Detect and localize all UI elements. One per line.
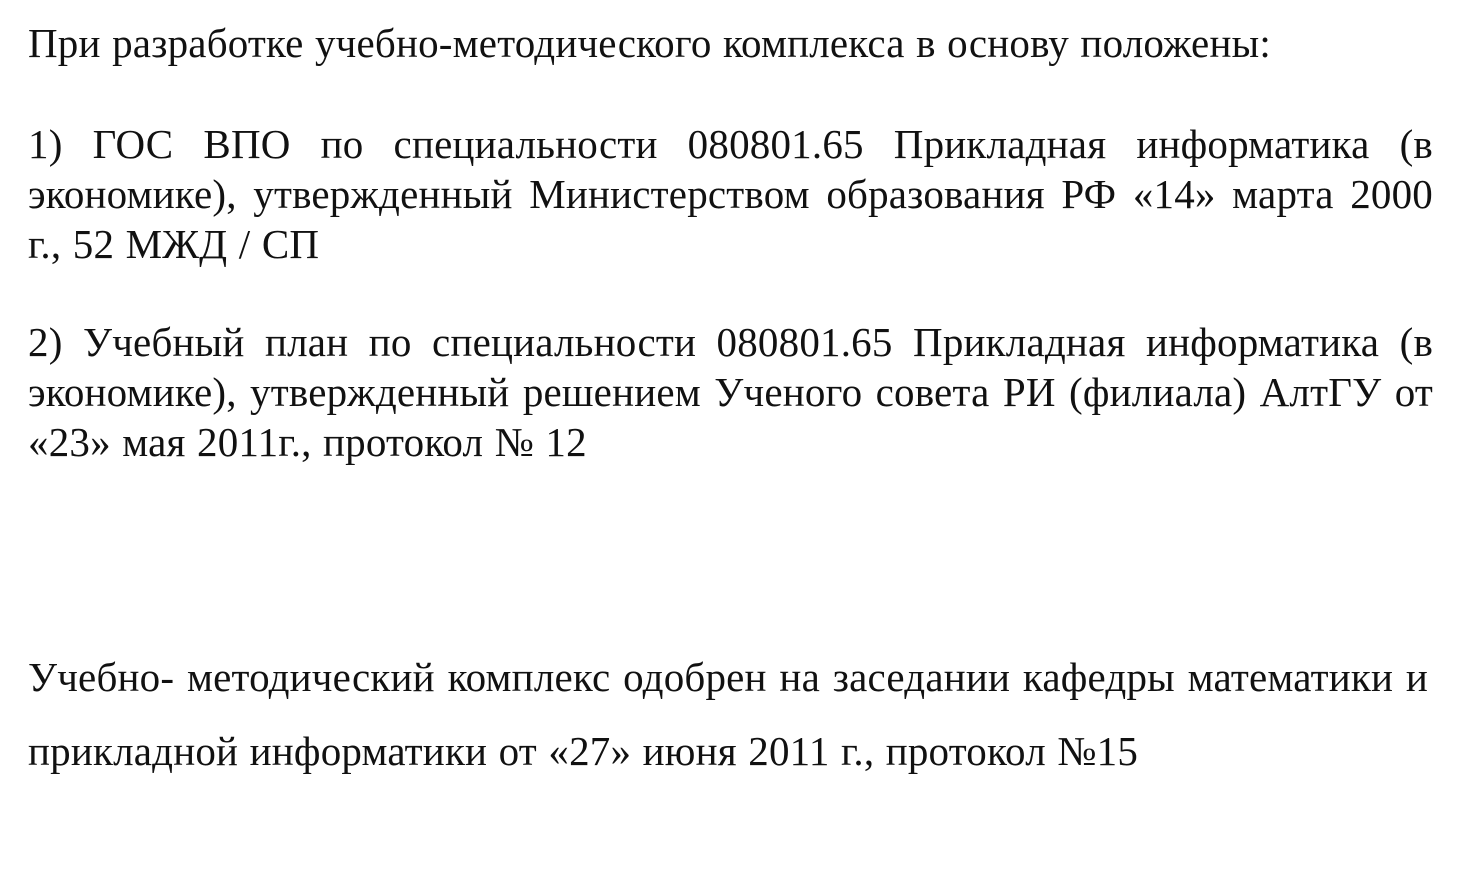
intro-paragraph: При разработке учебно-методического комплекса в основу положены:	[28, 20, 1271, 66]
basis-item-1: 1) ГОС ВПО по специальности 080801.65 Прикладная информатика (в экономике), утвержденный Министерством образования РФ «14» марта 2000 г., 52 МЖД / СП	[28, 121, 1433, 267]
approval-paragraph: Учебно- методический комплекс одобрен на заседании кафедры математики и прикладной информатики от «27» июня 2011 г., протокол №15	[28, 654, 1428, 774]
basis-item-2: 2) Учебный план по специальности 080801.65 Прикладная информатика (в экономике), утвержденный решением Ученого совета РИ (филиала) АлтГУ от «23» мая 2011г., протокол № 12	[28, 319, 1433, 465]
